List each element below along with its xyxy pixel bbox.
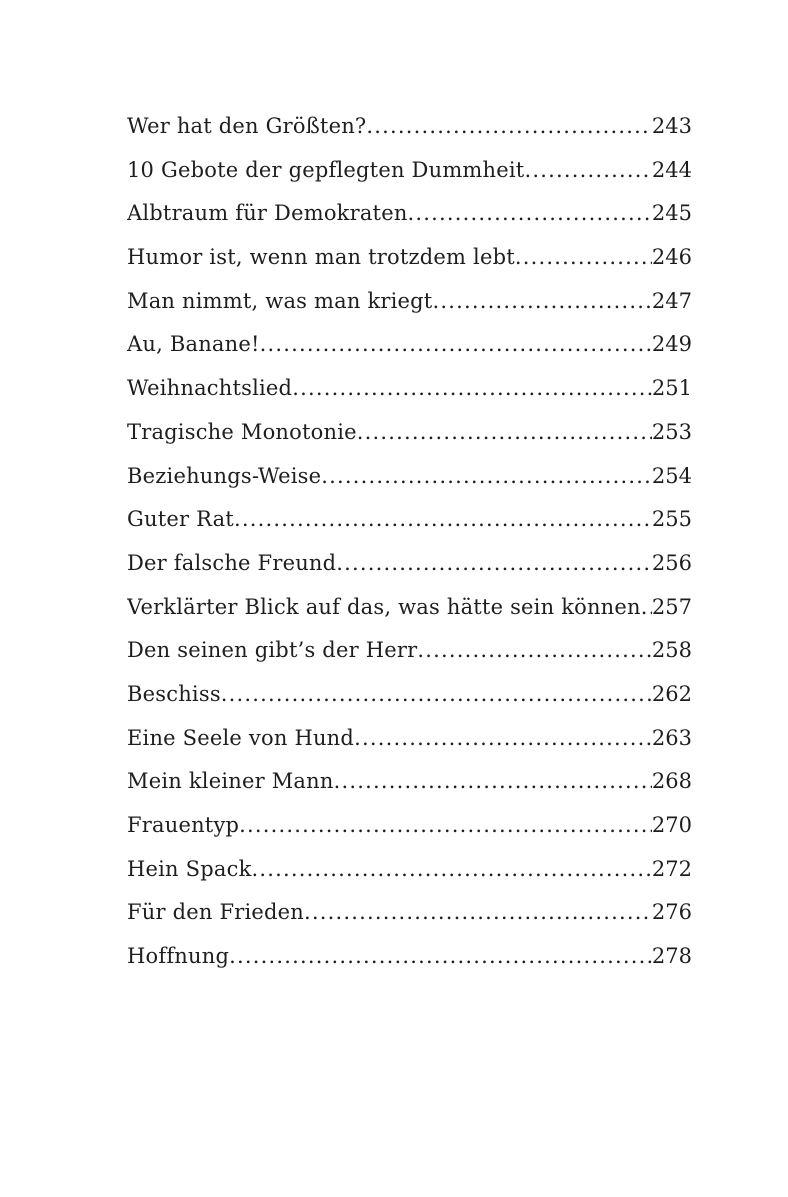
toc-dot-leader bbox=[524, 158, 651, 182]
toc-dot-leader bbox=[252, 857, 652, 881]
toc-entry bbox=[127, 376, 692, 420]
toc-entry bbox=[127, 726, 692, 770]
toc-dot-leader bbox=[515, 245, 652, 269]
toc-entry-page: 249 bbox=[651, 332, 692, 357]
toc-entry-page: 247 bbox=[651, 288, 692, 313]
toc-entry-page: 255 bbox=[651, 507, 692, 532]
toc-entry-page: 270 bbox=[651, 813, 692, 837]
toc-dot-leader bbox=[234, 507, 652, 531]
toc-entry-title: Au, Banane! bbox=[127, 332, 260, 357]
toc-entry bbox=[127, 813, 692, 857]
toc-entry-title: 10 Gebote der gepflegten Dummheit bbox=[127, 157, 525, 182]
toc-dot-leader bbox=[260, 332, 652, 356]
toc-entry bbox=[127, 332, 692, 376]
toc-entry-page: 276 bbox=[651, 900, 692, 925]
toc-entry-page: 257 bbox=[651, 594, 692, 619]
toc-entry-title: Mein kleiner Mann bbox=[127, 769, 334, 794]
toc-entry-title: Guter Rat bbox=[127, 507, 234, 532]
toc-entry-title: Albtraum für Demokraten bbox=[127, 201, 408, 226]
toc-entry-title: Für den Frieden bbox=[127, 900, 305, 925]
toc-entry-page: 258 bbox=[651, 638, 692, 663]
toc-dot-leader bbox=[408, 201, 652, 225]
toc-entry bbox=[127, 638, 692, 682]
toc-entry-title: Frauentyp bbox=[127, 813, 240, 837]
toc-entry bbox=[127, 464, 692, 508]
toc-dot-leader bbox=[292, 376, 652, 400]
toc-entry bbox=[127, 114, 692, 158]
toc-entry-title: Verklärter Blick auf das, was hätte sein können bbox=[127, 594, 641, 619]
toc-dot-leader bbox=[432, 289, 651, 313]
toc-entry-page: 251 bbox=[651, 376, 692, 401]
toc-entry-title: Hoffnung bbox=[127, 944, 230, 969]
table-of-contents bbox=[127, 114, 692, 988]
toc-dot-leader bbox=[366, 114, 652, 138]
toc-entry-title: Man nimmt, was man kriegt bbox=[127, 288, 433, 313]
toc-entry bbox=[127, 595, 692, 639]
toc-entry-title: Den seinen gibt’s der Herr bbox=[127, 638, 418, 663]
toc-entry bbox=[127, 769, 692, 813]
toc-entry-title: Humor ist, wenn man trotzdem lebt bbox=[127, 245, 515, 270]
toc-entry-page: 253 bbox=[651, 419, 692, 444]
toc-entry-title: Weihnachtslied bbox=[127, 376, 293, 401]
toc-entry bbox=[127, 682, 692, 726]
toc-entry bbox=[127, 944, 692, 988]
toc-dot-leader bbox=[336, 551, 652, 575]
toc-entry bbox=[127, 420, 692, 464]
toc-entry-title: Der falsche Freund bbox=[127, 550, 337, 575]
toc-entry-title: Beziehungs-Weise bbox=[127, 463, 322, 488]
toc-dot-leader bbox=[641, 595, 652, 619]
toc-entry-page: 272 bbox=[651, 856, 692, 881]
toc-entry-title: Beschiss bbox=[127, 681, 221, 706]
toc-entry bbox=[127, 507, 692, 551]
toc-dot-leader bbox=[354, 726, 652, 750]
toc-dot-leader bbox=[304, 900, 652, 924]
toc-entry-title: Hein Spack bbox=[127, 856, 252, 881]
toc-entry-page: 278 bbox=[651, 944, 692, 969]
toc-dot-leader bbox=[321, 464, 652, 488]
toc-dot-leader bbox=[221, 682, 652, 706]
toc-entry-page: 243 bbox=[651, 114, 692, 138]
toc-entry bbox=[127, 201, 692, 245]
toc-entry-page: 256 bbox=[651, 550, 692, 575]
toc-entry bbox=[127, 900, 692, 944]
toc-entry bbox=[127, 551, 692, 595]
toc-dot-leader bbox=[229, 944, 652, 968]
toc-entry-page: 263 bbox=[651, 725, 692, 750]
toc-entry bbox=[127, 289, 692, 333]
toc-dot-leader bbox=[417, 638, 652, 662]
toc-entry-page: 245 bbox=[651, 201, 692, 226]
toc-entry-page: 244 bbox=[651, 157, 692, 182]
toc-entry bbox=[127, 158, 692, 202]
toc-entry bbox=[127, 857, 692, 901]
toc-entry bbox=[127, 245, 692, 289]
toc-dot-leader bbox=[334, 769, 652, 793]
toc-entry-title: Eine Seele von Hund bbox=[127, 725, 355, 750]
toc-dot-leader bbox=[239, 813, 652, 837]
toc-dot-leader bbox=[357, 420, 652, 444]
toc-entry-title: Tragische Monotonie bbox=[127, 419, 357, 444]
toc-entry-page: 254 bbox=[651, 463, 692, 488]
toc-entry-page: 262 bbox=[651, 681, 692, 706]
toc-entry-page: 268 bbox=[651, 769, 692, 794]
toc-entry-title: Wer hat den Größten? bbox=[127, 114, 367, 138]
toc-entry-page: 246 bbox=[651, 245, 692, 270]
